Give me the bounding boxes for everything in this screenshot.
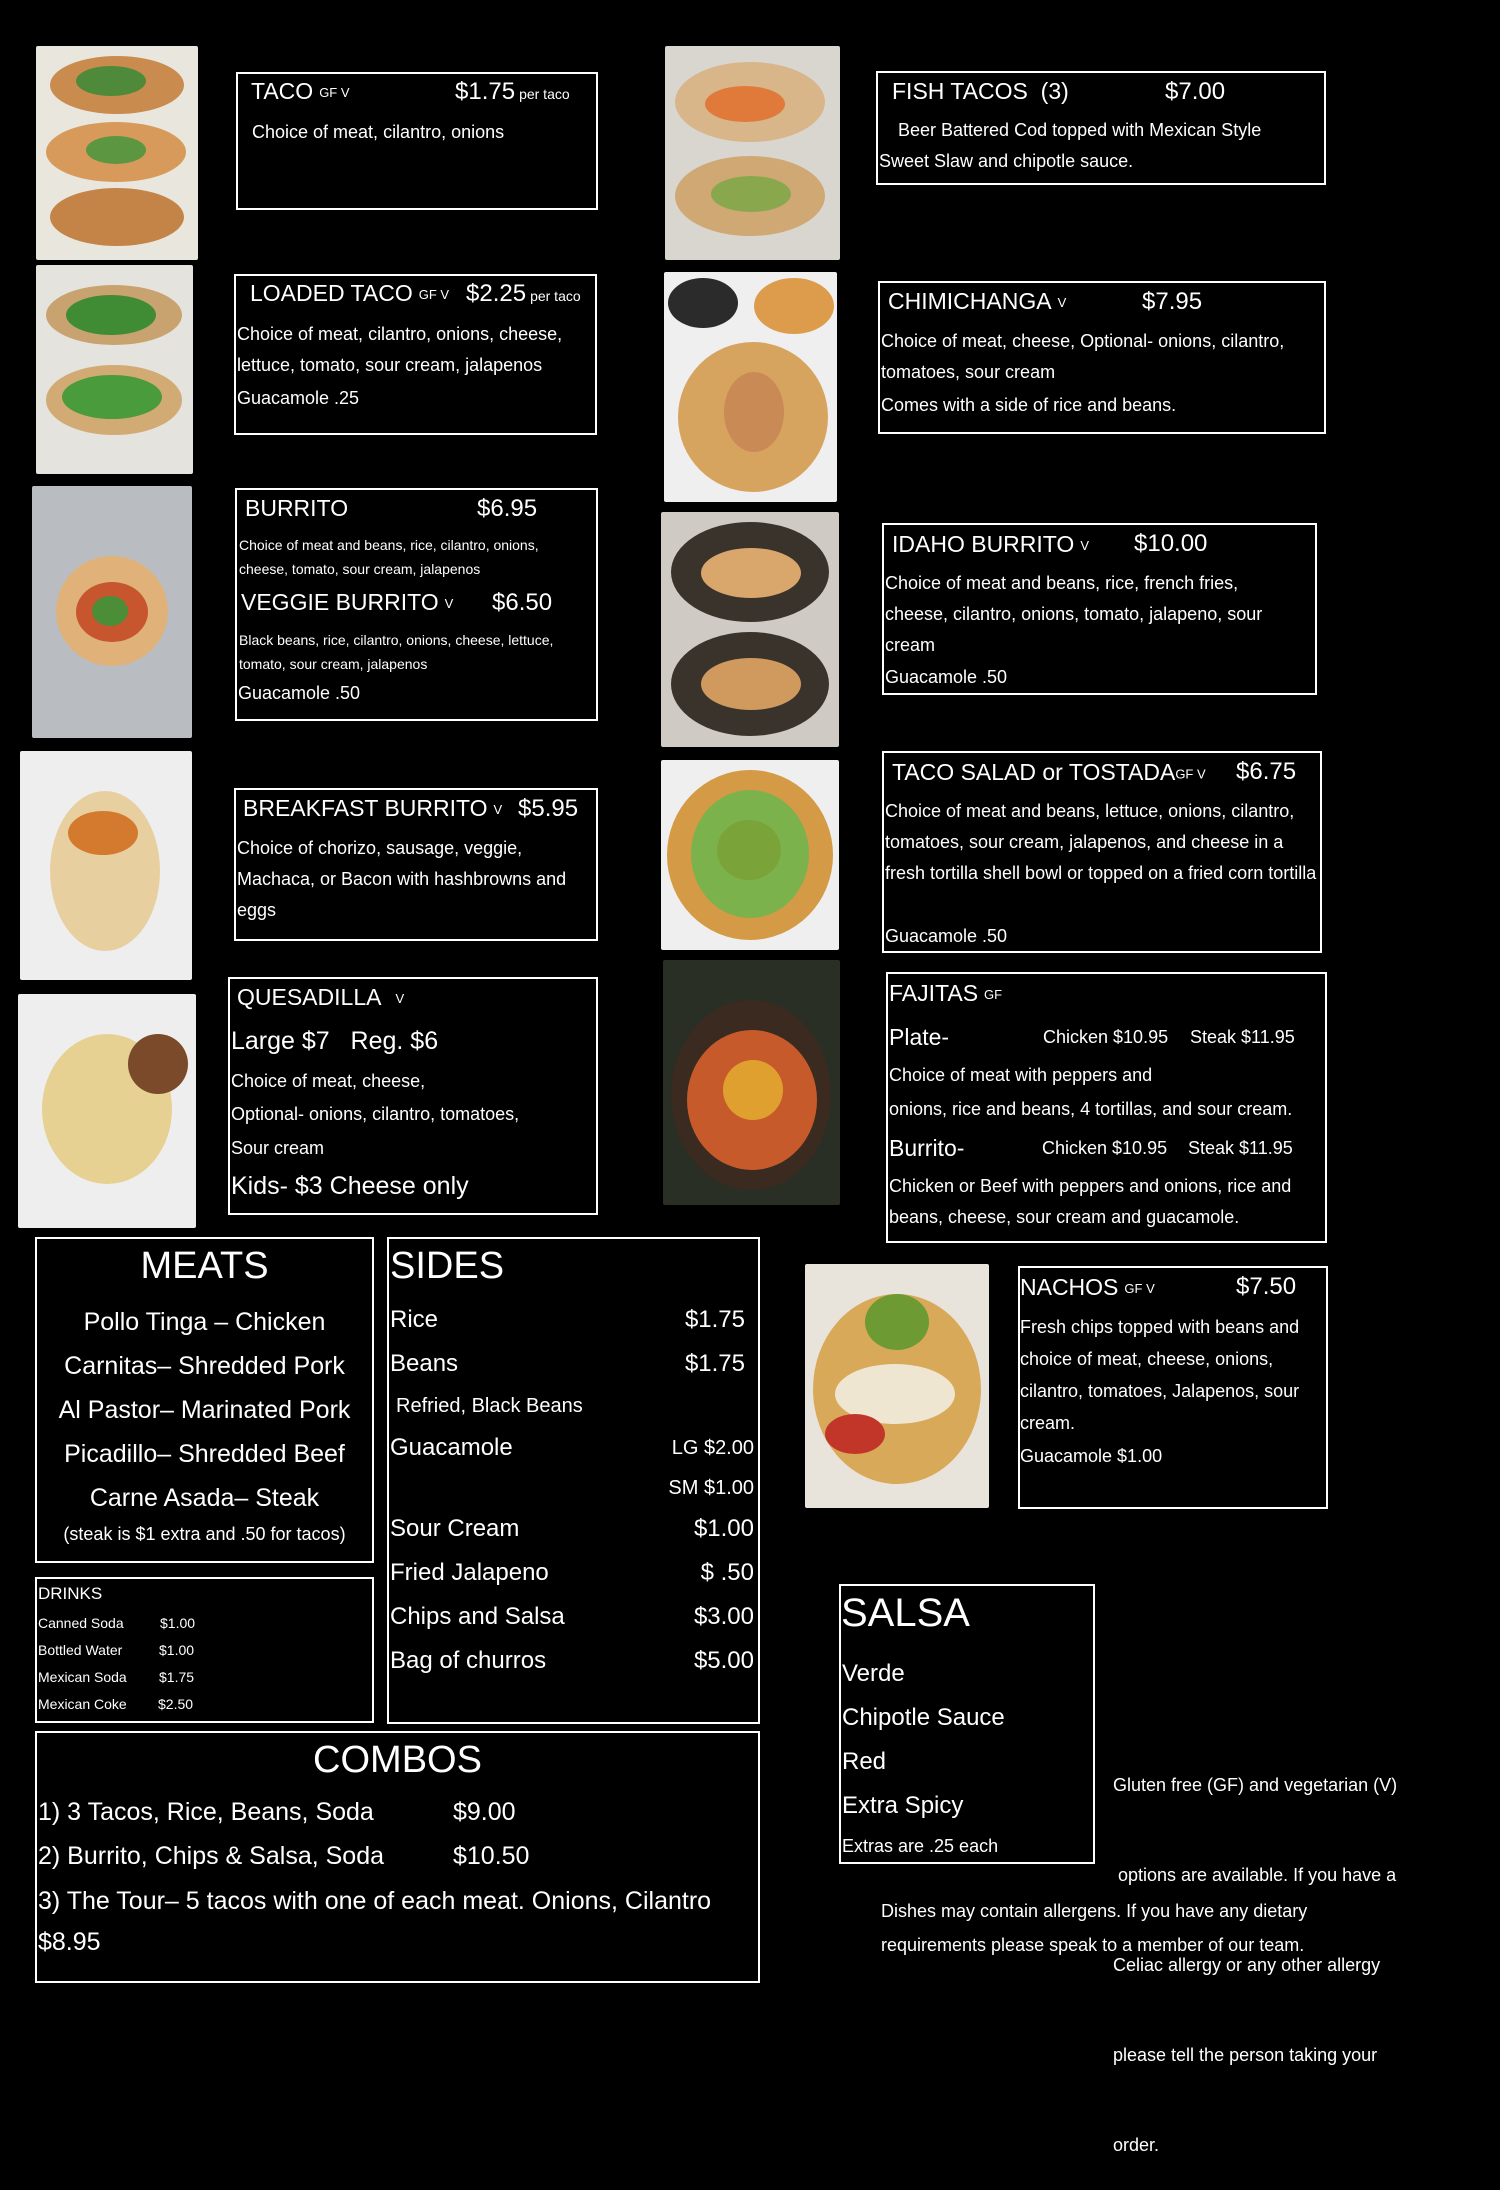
fajitas-burrito-steak: Steak $11.95 <box>1188 1138 1293 1158</box>
breakfast-burrito-price: $5.95 <box>518 795 579 822</box>
quesadilla-desc-2: Optional- onions, cilantro, tomatoes, <box>231 1104 520 1124</box>
gluten-notice-line: options are available. If you have a <box>1113 1865 1397 1885</box>
veggie-burrito-title: VEGGIE BURRITO V <box>241 589 454 615</box>
idaho-burrito-desc: Choice of meat and beans, rice, french fries, cheese, cilantro, onions, tomato, jalapeno, sour cream <box>885 573 1263 655</box>
taco-tags: GF V <box>319 85 350 101</box>
veggie-burrito-tags: V <box>444 596 454 612</box>
drink-name: Mexican Soda <box>38 1669 127 1685</box>
nachos-photo <box>805 1264 989 1508</box>
fish-tacos-desc-2: Sweet Slaw and chipotle sauce. <box>879 151 1134 171</box>
side-price: $1.00 <box>693 1515 754 1542</box>
loaded-taco-price-unit: per taco <box>530 288 581 304</box>
chimichanga-photo <box>664 272 837 502</box>
drink-price: $2.50 <box>158 1696 194 1712</box>
drink-price: $1.75 <box>159 1669 195 1685</box>
fajitas-burrito-desc: Chicken or Beef with peppers and onions, rice and beans, cheese, sour cream and guacamole. <box>889 1176 1292 1227</box>
combos-title: COMBOS <box>313 1739 482 1781</box>
fajitas-plate-steak: Steak $11.95 <box>1190 1027 1295 1047</box>
salsa-line: Extra Spicy <box>842 1792 964 1819</box>
gluten-notice-line: please tell the person taking your <box>1113 2045 1378 2065</box>
meat-line: Pollo Tinga – Chicken <box>83 1308 326 1336</box>
fajitas-plate-label: Plate- <box>889 1024 950 1050</box>
sides-title: SIDES <box>390 1245 505 1287</box>
allergen-notice <box>881 1894 1307 1962</box>
idaho-burrito-extra: Guacamole .50 <box>885 667 1008 687</box>
idaho-burrito-price: $10.00 <box>1134 530 1208 557</box>
chimichanga-tags: V <box>1057 295 1067 311</box>
meats-list <box>35 1302 374 1522</box>
loaded-taco-title: LOADED TACO GF V <box>250 280 450 306</box>
quesadilla-title: QUESADILLA V <box>237 984 405 1010</box>
quesadilla-tags: V <box>395 991 405 1007</box>
nachos-title: NACHOS GF V <box>1020 1274 1155 1300</box>
side-name: Beans <box>390 1350 459 1377</box>
veggie-burrito-desc: Black beans, rice, cilantro, onions, cheese, lettuce, tomato, sour cream, jalapenos <box>239 632 554 672</box>
breakfast-burrito-tags: V <box>493 802 503 818</box>
idaho-burrito-photo <box>661 512 839 747</box>
idaho-burrito-title: IDAHO BURRITO V <box>892 531 1089 557</box>
drink-price: $1.00 <box>160 1615 196 1631</box>
breakfast-burrito-title: BREAKFAST BURRITO V <box>243 795 503 821</box>
quesadilla-prices: Large $7 Reg. $6 <box>231 1027 439 1055</box>
breakfast-burrito-desc: Choice of chorizo, sausage, veggie, Machaca, or Bacon with hashbrowns and eggs <box>237 838 567 920</box>
salsa-line: Verde <box>842 1660 905 1687</box>
loaded-taco-price: $2.25 per taco <box>466 280 581 307</box>
taco-salad-tags: GF V <box>1175 766 1206 782</box>
fajitas-plate-chicken: Chicken $10.95 <box>1043 1027 1169 1047</box>
allergen-notice-line: requirements please speak to a member of our team. <box>881 1935 1305 1955</box>
fajitas-title: FAJITAS GF <box>889 980 1003 1006</box>
taco-price-unit: per taco <box>519 86 570 102</box>
fish-tacos-price: $7.00 <box>1165 78 1226 105</box>
side-name: Fried Jalapeno <box>390 1559 549 1586</box>
quesadilla-photo <box>18 994 196 1228</box>
side-name: Sour Cream <box>390 1515 520 1542</box>
fish-tacos-photo <box>665 46 840 260</box>
fajitas-plate-desc-1: Choice of meat with peppers and <box>889 1065 1153 1085</box>
taco-title: TACO GF V <box>251 78 350 104</box>
loaded-taco-photo <box>36 265 193 474</box>
side-price: $ .50 <box>700 1559 754 1586</box>
side-price: $1.75 <box>684 1350 745 1377</box>
salsa-line: Red <box>842 1748 887 1775</box>
taco-desc: Choice of meat, cilantro, onions <box>252 122 505 142</box>
taco-price: $1.75 per taco <box>455 78 570 105</box>
burrito-desc: Choice of meat and beans, rice, cilantro, onions, cheese, tomato, sour cream, jalapenos <box>239 537 539 577</box>
drink-name: Mexican Coke <box>38 1696 127 1712</box>
combo-1: 1) 3 Tacos, Rice, Beans, Soda <box>38 1798 374 1826</box>
drinks-title: DRINKS <box>38 1584 103 1603</box>
side-name: Rice <box>390 1306 439 1333</box>
gluten-notice-line: Celiac allergy or any other allergy <box>1113 1955 1381 1975</box>
side-name: Guacamole <box>390 1434 513 1461</box>
meats-note: (steak is $1 extra and .50 for tacos) <box>63 1524 346 1544</box>
loaded-taco-desc: Choice of meat, cilantro, onions, cheese, lettuce, tomato, sour cream, jalapenos <box>237 324 563 375</box>
nachos-desc: Fresh chips topped with beans and choice of meat, cheese, onions, cilantro, tomatoes, Jalapenos, sour cream. <box>1020 1317 1300 1433</box>
side-name: Chips and Salsa <box>390 1603 565 1630</box>
meat-line: Carnitas– Shredded Pork <box>64 1352 345 1380</box>
combo-3-price: $8.95 <box>38 1928 101 1956</box>
combo-2-price: $10.50 <box>453 1842 530 1870</box>
side-price: $1.75 <box>684 1306 745 1333</box>
side-name: Refried, Black Beans <box>396 1395 583 1417</box>
fajitas-tags: GF <box>984 987 1003 1003</box>
breakfast-burrito-photo <box>20 751 192 980</box>
quesadilla-kids: Kids- $3 Cheese only <box>231 1172 469 1200</box>
quesadilla-desc-3: Sour cream <box>231 1138 325 1158</box>
fish-tacos-desc-1: Beer Battered Cod topped with Mexican Style <box>898 120 1262 140</box>
allergen-notice-line: Dishes may contain allergens. If you have any dietary <box>881 1901 1308 1921</box>
combo-3: 3) The Tour– 5 tacos with one of each meat. Onions, Cilantro <box>38 1887 712 1915</box>
nachos-extra: Guacamole $1.00 <box>1020 1446 1163 1466</box>
gluten-notice-line: order. <box>1113 2135 1160 2155</box>
drink-name: Canned Soda <box>38 1615 124 1631</box>
side-name: Bag of churros <box>390 1647 547 1674</box>
combo-2: 2) Burrito, Chips & Salsa, Soda <box>38 1842 384 1870</box>
chimichanga-desc: Choice of meat, cheese, Optional- onions, cilantro, tomatoes, sour cream <box>881 331 1285 382</box>
idaho-burrito-tags: V <box>1080 538 1089 554</box>
nachos-tags: GF V <box>1124 1281 1155 1297</box>
side-price: SM $1.00 <box>668 1477 754 1499</box>
quesadilla-desc-1: Choice of meat, cheese, <box>231 1071 426 1091</box>
burrito-photo <box>32 486 192 738</box>
salsa-title: SALSA <box>841 1591 970 1635</box>
loaded-taco-extra: Guacamole .25 <box>237 388 360 408</box>
combo-1-price: $9.00 <box>453 1798 516 1826</box>
fajitas-burrito-label: Burrito- <box>889 1135 965 1161</box>
meat-line: Al Pastor– Marinated Pork <box>58 1396 351 1424</box>
burrito-price: $6.95 <box>477 495 538 522</box>
salsa-note: Extras are .25 each <box>842 1836 999 1856</box>
taco-salad-desc: Choice of meat and beans, lettuce, onions, cilantro, tomatoes, sour cream, jalapenos, and cheese in a fresh tortilla shell bowl or topped on a fried corn tortilla <box>885 801 1317 883</box>
taco-salad-price: $6.75 <box>1236 758 1297 785</box>
taco-photo <box>36 46 198 260</box>
fajitas-photo <box>663 960 840 1205</box>
chimichanga-price: $7.95 <box>1142 288 1203 315</box>
side-price: $3.00 <box>693 1603 754 1630</box>
taco-salad-extra: Guacamole .50 <box>885 926 1008 946</box>
fajitas-burrito-chicken: Chicken $10.95 <box>1042 1138 1168 1158</box>
drink-price: $1.00 <box>159 1642 195 1658</box>
gluten-notice-line: Gluten free (GF) and vegetarian (V) <box>1113 1775 1398 1795</box>
meat-line: Carne Asada– Steak <box>89 1484 320 1512</box>
nachos-price: $7.50 <box>1236 1273 1297 1300</box>
loaded-taco-tags: GF V <box>418 287 450 303</box>
meats-title: MEATS <box>140 1245 269 1287</box>
side-price: LG $2.00 <box>671 1437 754 1459</box>
drink-name: Bottled Water <box>38 1642 123 1658</box>
fajitas-plate-desc-2: onions, rice and beans, 4 tortillas, and sour cream. <box>889 1099 1293 1119</box>
veggie-burrito-extra: Guacamole .50 <box>238 683 361 703</box>
side-price: $5.00 <box>693 1647 754 1674</box>
fish-tacos-title: FISH TACOS (3) <box>892 78 1069 104</box>
chimichanga-title: CHIMICHANGA V <box>888 288 1067 314</box>
veggie-burrito-price: $6.50 <box>492 589 553 616</box>
taco-salad-photo <box>661 760 839 950</box>
salsa-line: Chipotle Sauce <box>842 1704 1005 1731</box>
taco-salad-title: TACO SALAD or TOSTADAGF V <box>892 759 1206 785</box>
burrito-title: BURRITO <box>245 495 349 521</box>
chimichanga-extra: Comes with a side of rice and beans. <box>881 395 1177 415</box>
meat-line: Picadillo– Shredded Beef <box>64 1440 345 1468</box>
